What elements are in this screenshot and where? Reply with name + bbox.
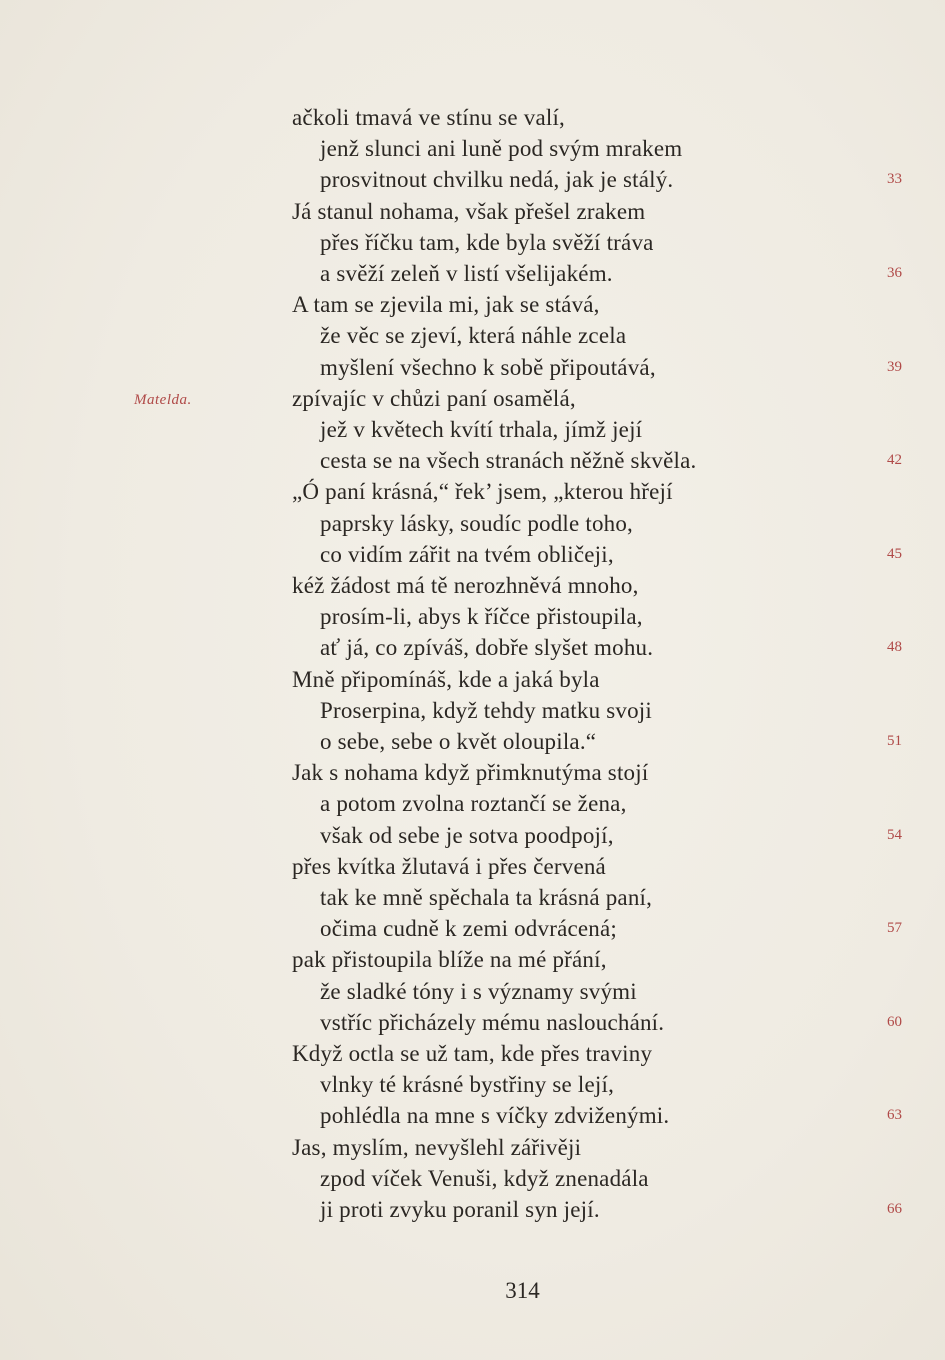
verse-line xyxy=(0,632,945,663)
verse-line-text: a svěží zeleň v listí všelijakém. xyxy=(320,261,613,286)
verse-line-text: ať já, co zpíváš, dobře slyšet mohu. xyxy=(320,635,654,661)
verse-line-text: „Ó paní krásná,“ řek’ jsem, „kterou hřejí xyxy=(292,479,673,505)
verse-line xyxy=(0,1194,945,1225)
verse-line-text: prosvitnout chvilku nedá, jak je stálý. xyxy=(320,167,674,193)
verse-line-text: pak přistoupila blíže na mé přání, xyxy=(292,947,607,973)
verse-line xyxy=(0,196,945,227)
verse-line-text: vlnky té krásné bystřiny se lejí, xyxy=(320,1072,615,1098)
verse-line-text: přes říčku tam, kde byla svěží tráva xyxy=(320,229,654,255)
line-number: 60 xyxy=(887,1013,902,1030)
verse-line-text: Proserpina, když tehdy matku svoji xyxy=(320,697,652,723)
verse-line xyxy=(0,757,945,788)
verse-line xyxy=(0,882,945,913)
verse-line-text: zpívajíc v chůzi paní osamělá, xyxy=(292,385,576,411)
verse-line xyxy=(0,508,945,539)
verse-line-text: ačkoli tmavá ve stínu se valí, xyxy=(292,105,565,130)
verse-line-text: a potom zvolna roztančí se žena, xyxy=(320,791,627,817)
line-number: 33 xyxy=(887,171,902,188)
line-number: 63 xyxy=(887,1107,902,1124)
verse-line-text: že sladké tóny i s významy svými xyxy=(320,978,637,1004)
verse-line xyxy=(0,601,945,632)
verse-line xyxy=(0,726,945,757)
line-number: 39 xyxy=(887,358,902,375)
verse-line-text: o sebe, sebe o květ oloupila.“ xyxy=(320,729,597,754)
verse-line xyxy=(0,445,945,476)
line-number: 42 xyxy=(887,452,902,469)
line-number: 48 xyxy=(887,639,902,656)
verse-line-text: jež v květech kvítí trhala, jímž její xyxy=(320,417,643,442)
verse-line-text: paprsky lásky, soudíc podle toho, xyxy=(320,510,634,536)
verse-line xyxy=(0,102,945,133)
verse-line-text: však od sebe je sotva poodpojí, xyxy=(320,822,614,848)
verse-line-text: přes kvítka žlutavá i přes červená xyxy=(292,853,606,879)
verse-line xyxy=(0,1038,945,1069)
verse-line-text: jenž slunci ani luně pod svým mrakem xyxy=(320,136,683,162)
line-number: 57 xyxy=(887,920,902,937)
line-number: 45 xyxy=(887,545,902,562)
verse-line xyxy=(0,320,945,351)
verse-line-text: očima cudně k zemi odvrácená; xyxy=(320,916,617,942)
verse-line-text: kéž žádost má tě nerozhněvá mnoho, xyxy=(292,573,639,598)
verse-line-text: cesta se na všech stranách něžně skvěla. xyxy=(320,448,697,474)
verse-line xyxy=(0,164,945,195)
verse-line xyxy=(0,1163,945,1194)
verse-line xyxy=(0,570,945,601)
verse-line xyxy=(0,913,945,944)
verse-line-text: ji proti zvyku poranil syn její. xyxy=(320,1197,600,1222)
verse-line-text: Já stanul nohama, však přešel zrakem xyxy=(292,198,646,224)
verse-line-text: co vidím zářit na tvém obličeji, xyxy=(320,541,614,567)
verse-line xyxy=(0,383,945,414)
verse-line-text: že věc se zjeví, která náhle zcela xyxy=(320,323,627,349)
verse-line xyxy=(0,1100,945,1131)
verse-line xyxy=(0,944,945,975)
verse-line xyxy=(0,133,945,164)
verse-line xyxy=(0,258,945,289)
verse-line-text: Mně připomínáš, kde a jaká byla xyxy=(292,666,600,692)
verse-line xyxy=(0,414,945,445)
verse-line xyxy=(0,788,945,819)
verse-line xyxy=(0,227,945,258)
verse-line-text: A tam se zjevila mi, jak se stává, xyxy=(292,292,600,318)
verse-line-text: Jak s nohama když přimknutýma stojí xyxy=(292,760,649,786)
verse-line xyxy=(0,539,945,570)
verse-line-text: prosím-li, abys k říčce přistoupila, xyxy=(320,604,643,630)
verse-line-text: zpod víček Venuši, když znenadála xyxy=(320,1165,649,1191)
verse-line-text: vstříc přicházely mému naslouchání. xyxy=(320,1009,665,1035)
margin-note: Matelda. xyxy=(134,392,192,408)
verse-line xyxy=(0,476,945,507)
verse-line xyxy=(0,695,945,726)
line-number: 36 xyxy=(887,265,902,281)
verse-line-text: Jas, myslím, nevyšlehl zářivěji xyxy=(292,1134,582,1160)
verse-line-text: myšlení všechno k sobě připoutává, xyxy=(320,354,656,380)
verse-line xyxy=(0,1069,945,1100)
verse-line-text: pohlédla na mne s víčky zdviženými. xyxy=(320,1103,670,1129)
verse-line-text: Když octla se už tam, kde přes traviny xyxy=(292,1041,653,1066)
line-number: 66 xyxy=(887,1201,902,1217)
verse-line-text: tak ke mně spěchala ta krásná paní, xyxy=(320,885,653,910)
verse-line xyxy=(0,289,945,320)
verse-line xyxy=(0,1007,945,1038)
verse-line xyxy=(0,1132,945,1163)
page-number: 314 xyxy=(505,1278,540,1303)
line-number: 51 xyxy=(887,733,902,749)
verse-line xyxy=(0,820,945,851)
verse-line xyxy=(0,851,945,882)
verse-line xyxy=(0,352,945,383)
verse-line xyxy=(0,664,945,695)
verse-line xyxy=(0,976,945,1007)
line-number: 54 xyxy=(887,826,902,843)
